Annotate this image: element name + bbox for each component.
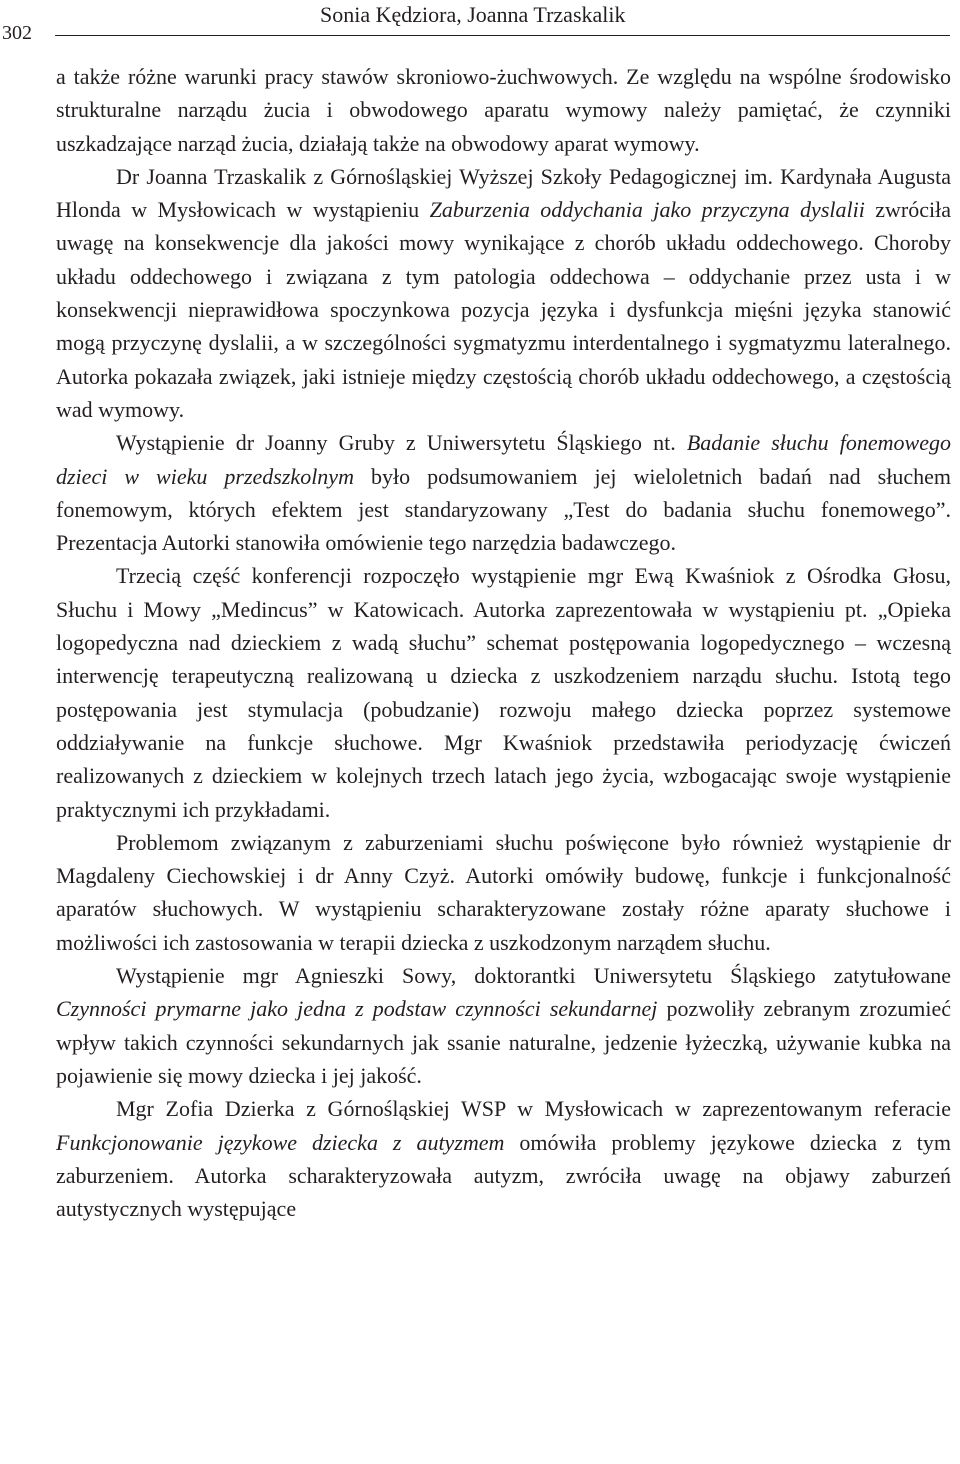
paragraph xyxy=(56,1092,951,1225)
running-header: Sonia Kędziora, Joanna Trzaskalik xyxy=(320,2,626,27)
paragraph-text: Trzecią część konferencji rozpoczęło wystąpienie mgr Ewą Kwaśniok z Ośrodka Głosu, Słuchu i Mowy „Medincus” w Katowicach. Autorka zaprezentowała w wystąpieniu pt. „Opieka logopedyczna nad dzieckiem z wadą słuchu” schemat postępowania logopedycznego – wczesną interwencję terapeutyczną realizowaną u dziecka z uszkodzeniem narządu słuchu. Istotą tego postępowania jest stymulacja (pobudzanie) rozwoju małego dziecka poprzez systemowe oddziaływanie na funkcje słuchowe. Mgr Kwaśniok przedstawiła periodyzację ćwiczeń realizowanych z dzieckiem w kolejnych trzech latach jego życia, wzbogacając swoje wystąpienie praktycznymi ich przykładami. xyxy=(56,563,951,822)
paragraph-text: zwróciła uwagę na konsekwencje dla jakości mowy wynikające z chorób układu oddechowego. Choroby układu oddechowego i związana z tym patologia oddechowa – oddychanie przez usta i w konsekwencji nieprawidłowa spoczynkowa pozycja języka i dysfunkcja mięśni języka stanowić mogą przyczynę dyslalii, a w szczególności sygmatyzmu interdentalnego i sygmatyzmu lateralnego. Autorka pokazała związek, jaki istnieje między częstością chorób układu oddechowego, a częstością wad wymowy. xyxy=(56,197,952,422)
paragraph xyxy=(56,60,951,160)
italic-title-text: Funkcjonowanie językowe dziecka z autyzmem xyxy=(56,1129,505,1155)
header-rule xyxy=(55,35,950,36)
paragraph xyxy=(56,559,951,825)
paragraph xyxy=(56,959,951,1092)
paragraph-text: pozwoliły zebranym zrozumieć wpływ takich czynności sekundarnych jak ssanie naturalne, jedzenie łyżeczką, używanie kubka na pojawienie się mowy dziecka i jej jakość. xyxy=(56,996,951,1088)
paragraph-text: a także różne warunki pracy stawów skroniowo-żuchwowych. Ze względu na wspólne środowisko strukturalne narządu żucia i obwodowego aparatu wymowy należy pamiętać, że czynniki uszkadzające narząd żucia, działają także na obwodowy aparat wymowy. xyxy=(56,64,951,156)
italic-title-text: Zaburzenia oddychania jako przyczyna dyslalii xyxy=(429,197,865,223)
paragraph-text: Wystąpienie dr Joanny Gruby z Uniwersytetu Śląskiego nt. xyxy=(116,430,687,456)
paragraph-text: omówiła problemy językowe dziecka z tym zaburzeniem. Autorka scharakteryzowała autyzm, zwróciła uwagę na objawy zaburzeń autystycznych występujące xyxy=(56,1129,951,1222)
paragraph-text: Wystąpienie mgr Agnieszki Sowy, doktorantki Uniwersytetu Śląskiego zatytułowane xyxy=(116,963,951,989)
paragraph xyxy=(56,826,951,959)
paragraph-text: Dr Joanna Trzaskalik z Górnośląskiej Wyższej Szkoły Pedagogicznej im. Kardynała Augusta Hlonda w Mysłowicach w wystąpieniu xyxy=(56,163,951,223)
paragraph-text: Mgr Zofia Dzierka z Górnośląskiej WSP w Mysłowicach w zaprezentowanym referacie xyxy=(116,1096,951,1122)
italic-title-text: Badanie słuchu fonemowego dzieci w wieku przedszkolnym xyxy=(56,430,951,489)
body-text xyxy=(56,60,951,1225)
paragraph-text: Problemom związanym z zaburzeniami słuchu poświęcone było również wystąpienie dr Magdaleny Ciechowskiej i dr Anny Czyż. Autorki omówiły budowę, funkcje i funkcjonalność aparatów słuchowych. W wystąpieniu scharakteryzowane zostały różne aparaty słuchowe i możliwości ich zastosowania w terapii dziecka z uszkodzonym narządem słuchu. xyxy=(56,829,951,955)
paragraph-text: było podsumowaniem jej wieloletnich badań nad słuchem fonemowym, których efektem jest standaryzowany „Test do badania słuchu fonemowego”. Prezentacja Autorki stanowiła omówienie tego narzędzia badawczego. xyxy=(56,463,951,556)
italic-title-text: Czynności prymarne jako jedna z podstaw czynności sekundarnej xyxy=(56,996,658,1022)
paragraph xyxy=(56,160,951,426)
page-number: 302 xyxy=(2,22,32,44)
paragraph xyxy=(56,426,951,559)
